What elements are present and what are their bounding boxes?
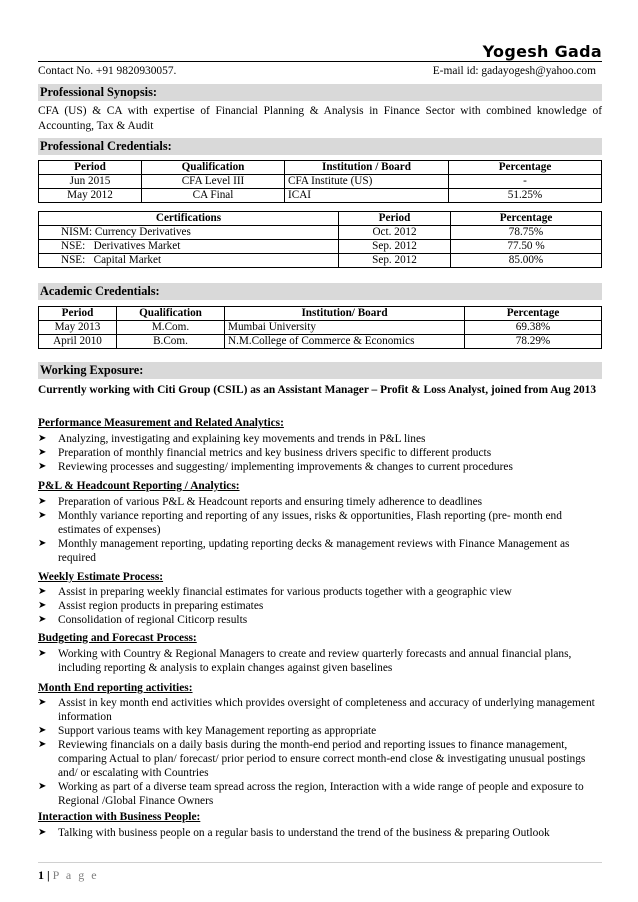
arrow-bullet-icon: ➤ (38, 538, 47, 549)
list-item: ➤ Reviewing financials on a daily basis during the month-end period and reporting issues to finance management, comparing Actual to plan/ forecast/ prior period to ensure correct month-end close & investigating unusual postings and/ or escalating with Countries (38, 739, 586, 779)
table-row (39, 175, 602, 189)
table-cell: NSE: Derivatives Market (39, 240, 339, 254)
table-cell: CFA Level III (142, 175, 285, 189)
list-item: ➤ Monthly management reporting, updating reporting decks & management reviews with Finance Management as required (38, 538, 570, 564)
column-header: Period (39, 307, 117, 321)
column-header: Percentage (465, 307, 602, 321)
table-row (39, 335, 602, 349)
list-item: ➤ Working with Country & Regional Managers to create and review quarterly forecasts and annual financial plans, including reporting & analysis to explain changes against given baselines (38, 648, 572, 674)
table-header-row (39, 307, 602, 321)
list-item: ➤ Reviewing processes and suggesting/ implementing improvements & changes to current procedures (38, 461, 513, 473)
table-cell: 69.38% (465, 321, 602, 335)
arrow-bullet-icon: ➤ (38, 614, 47, 625)
column-header: Percentage (451, 212, 602, 226)
list-item: ➤ Consolidation of regional Citicorp results (38, 614, 248, 626)
candidate-name: Yogesh Gada (482, 42, 602, 61)
contact-row (38, 61, 602, 77)
table-cell: B.Com. (117, 335, 225, 349)
table-cell: Mumbai University (225, 321, 465, 335)
academic-table (38, 306, 602, 349)
table-header-row (39, 161, 602, 175)
subsection-heading: Budgeting and Forecast Process: (38, 632, 197, 644)
list-item: ➤ Preparation of monthly financial metrics and key business drivers specific to different products (38, 447, 492, 459)
bullet-list (38, 432, 602, 474)
list-item: ➤ Talking with business people on a regular basis to understand the trend of the business & preparing Outlook (38, 827, 550, 839)
list-item: ➤ Preparation of various P&L & Headcount reports and ensuring timely adherence to deadlines (38, 496, 483, 508)
table-cell: 77.50 % (451, 240, 602, 254)
column-header: Period (39, 161, 142, 175)
section-heading-synopsis: Professional Synopsis: (38, 84, 602, 101)
arrow-bullet-icon: ➤ (38, 461, 47, 472)
column-header: Certifications (39, 212, 339, 226)
credentials-table (38, 160, 602, 203)
arrow-bullet-icon: ➤ (38, 648, 47, 659)
subsection-heading: P&L & Headcount Reporting / Analytics: (38, 480, 240, 492)
table-cell: Jun 2015 (39, 175, 142, 189)
table-cell: CFA Institute (US) (285, 175, 449, 189)
arrow-bullet-icon: ➤ (38, 739, 47, 750)
list-item: ➤ Monthly variance reporting and reporting of any issues, risks & opportunities, Flash reporting (pre- month end estimates of expenses) (38, 510, 562, 536)
table-cell: NSE: Capital Market (39, 254, 339, 268)
arrow-bullet-icon: ➤ (38, 586, 47, 597)
page-number: 1 | P a g e (38, 868, 99, 882)
table-header-row (39, 212, 602, 226)
list-item: ➤ Working as part of a diverse team spread across the region, Interaction with a wide range of people and exposure to Regional /Global Finance Owners (38, 781, 584, 807)
table-cell: April 2010 (39, 335, 117, 349)
table-cell: Oct. 2012 (339, 226, 451, 240)
bullet-list (38, 585, 602, 627)
bullet-list (38, 647, 602, 675)
current-role-statement: Currently working with Citi Group (CSIL) as an Assistant Manager – Profit & Loss Analyst, joined from Aug 2013 (38, 384, 597, 396)
table-cell: Sep. 2012 (339, 240, 451, 254)
footer-rule (38, 862, 602, 863)
subsection-heading: Month End reporting activities: (38, 682, 193, 694)
email-address: E-mail id: gadayogesh@yahoo.com (432, 65, 596, 77)
bullet-list (38, 826, 602, 840)
table-cell: 78.75% (451, 226, 602, 240)
certifications-table (38, 211, 602, 268)
table-row (39, 240, 602, 254)
table-cell: CA Final (142, 189, 285, 203)
arrow-bullet-icon: ➤ (38, 600, 47, 611)
arrow-bullet-icon: ➤ (38, 697, 47, 708)
column-header: Institution / Board (285, 161, 449, 175)
table-cell: May 2013 (39, 321, 117, 335)
section-heading-work: Working Exposure: (38, 362, 602, 379)
table-row (39, 254, 602, 268)
table-row (39, 189, 602, 203)
section-heading-credentials: Professional Credentials: (38, 138, 602, 155)
column-header: Percentage (449, 161, 602, 175)
arrow-bullet-icon: ➤ (38, 510, 47, 521)
arrow-bullet-icon: ➤ (38, 827, 47, 838)
arrow-bullet-icon: ➤ (38, 781, 47, 792)
table-row (39, 226, 602, 240)
list-item: ➤ Assist in key month end activities which provides oversight of completeness and accuracy of underlying management information (38, 697, 595, 723)
arrow-bullet-icon: ➤ (38, 433, 47, 444)
subsection-heading: Interaction with Business People: (38, 811, 201, 823)
subsection-heading: Performance Measurement and Related Analytics: (38, 417, 284, 429)
table-cell: - (449, 175, 602, 189)
table-cell: NISM: Currency Derivatives (39, 226, 339, 240)
arrow-bullet-icon: ➤ (38, 447, 47, 458)
table-cell: 85.00% (451, 254, 602, 268)
column-header: Qualification (117, 307, 225, 321)
section-heading-academic: Academic Credentials: (38, 283, 602, 300)
table-cell: M.Com. (117, 321, 225, 335)
arrow-bullet-icon: ➤ (38, 496, 47, 507)
list-item: ➤ Support various teams with key Management reporting as appropriate (38, 725, 377, 737)
table-cell: May 2012 (39, 189, 142, 203)
column-header: Period (339, 212, 451, 226)
list-item: ➤ Assist in preparing weekly financial estimates for various products together with a geographic view (38, 586, 512, 598)
table-cell: N.M.College of Commerce & Economics (225, 335, 465, 349)
arrow-bullet-icon: ➤ (38, 725, 47, 736)
table-cell: 78.29% (465, 335, 602, 349)
synopsis-text: CFA (US) & CA with expertise of Financial Planning & Analysis in Finance Sector with combined knowledge of Accounting, Tax & Audit (38, 105, 602, 132)
bullet-list (38, 696, 602, 808)
table-row (39, 321, 602, 335)
contact-number: Contact No. +91 9820930057. (38, 65, 177, 77)
bullet-list (38, 495, 602, 565)
column-header: Institution/ Board (225, 307, 465, 321)
table-cell: 51.25% (449, 189, 602, 203)
table-cell: Sep. 2012 (339, 254, 451, 268)
table-cell: ICAI (285, 189, 449, 203)
list-item: ➤ Analyzing, investigating and explaining key movements and trends in P&L lines (38, 433, 426, 445)
subsection-heading: Weekly Estimate Process: (38, 571, 164, 583)
column-header: Qualification (142, 161, 285, 175)
list-item: ➤ Assist region products in preparing estimates (38, 600, 264, 612)
